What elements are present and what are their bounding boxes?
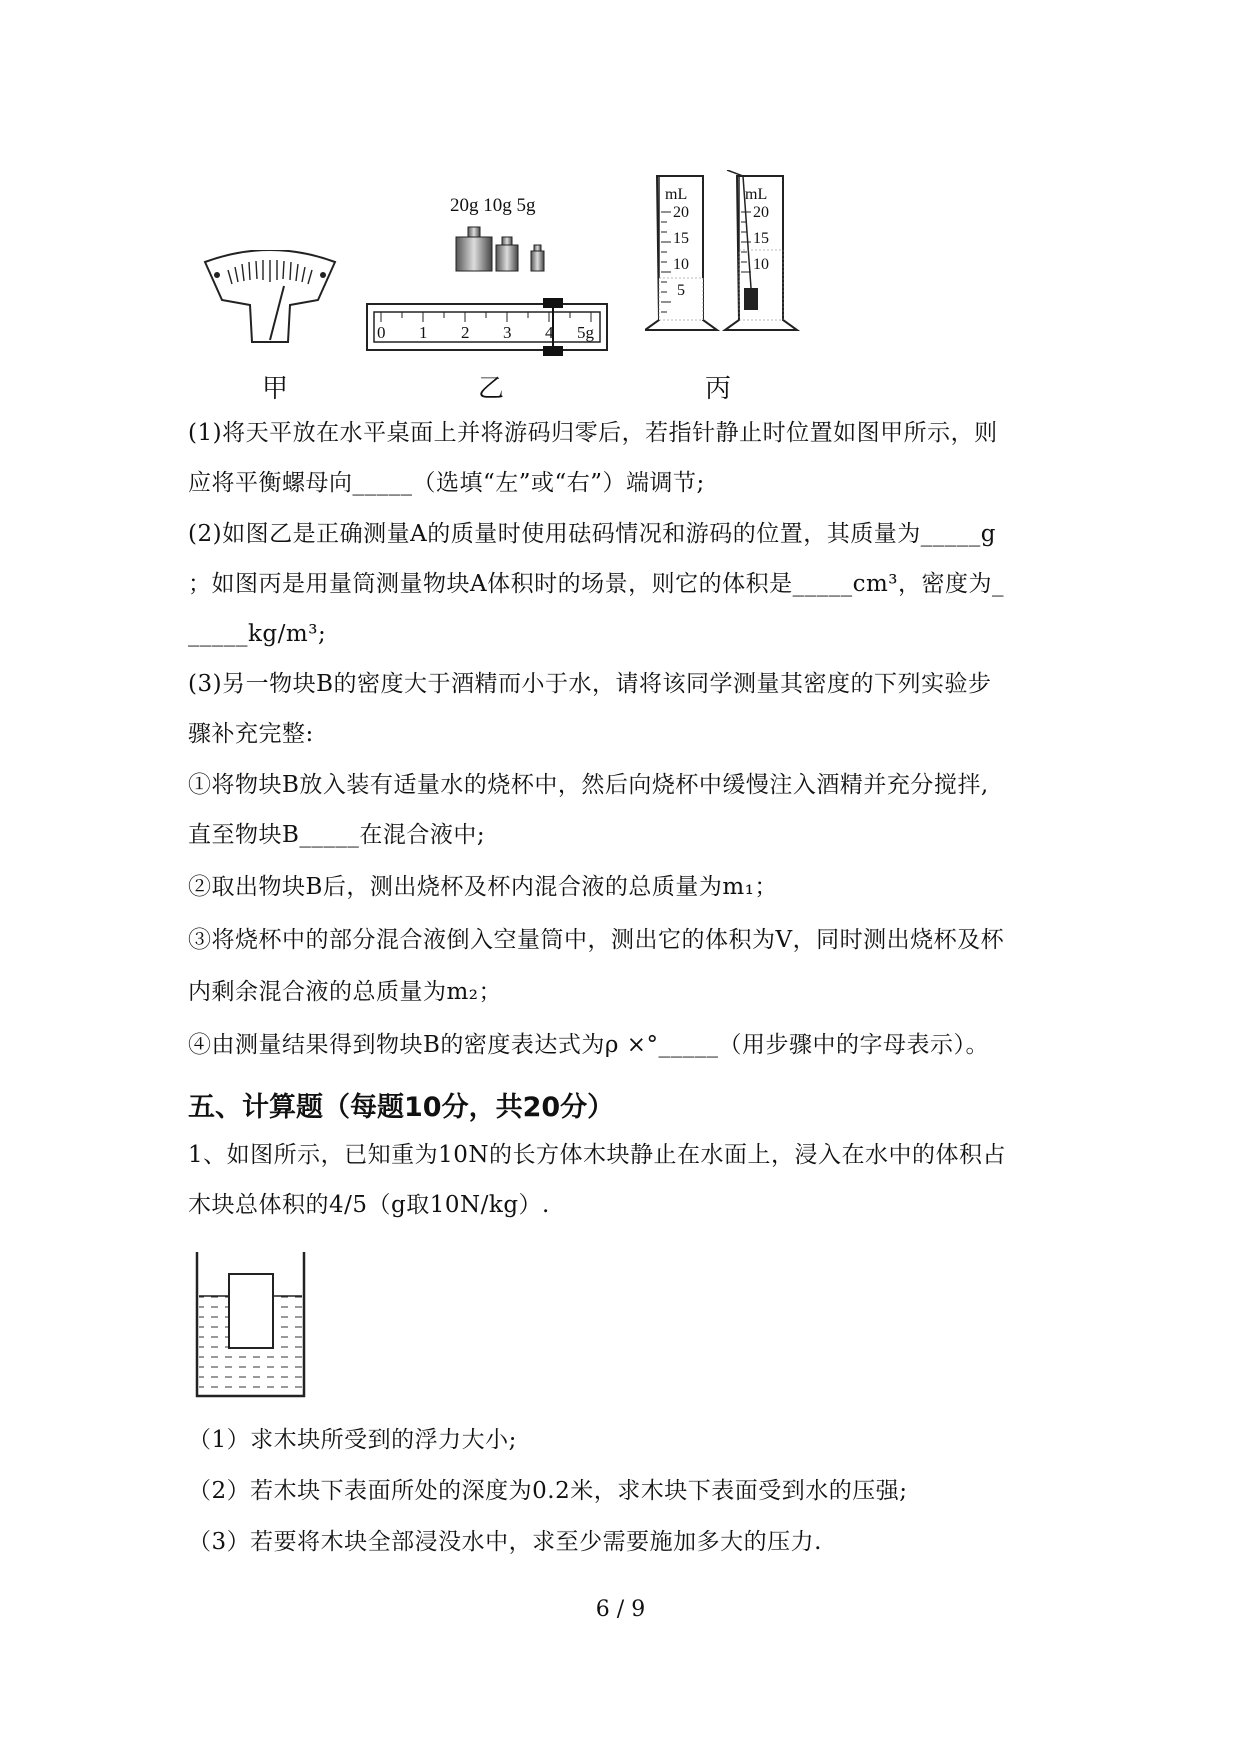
cylinder-right-tick-10: 10	[753, 256, 769, 273]
q5-1-line-1: 1、如图所示，已知重为10N的长方体木块静止在水面上，浸入在水中的体积占	[188, 1142, 1007, 1168]
q4-line-2: 应将平衡螺母向_____（选填“左”或“右”）端调节;	[188, 470, 705, 496]
cylinder-right-tick-20: 20	[753, 204, 769, 221]
cylinder-left-tick-20: 20	[673, 204, 689, 221]
q5-1-line-2: 木块总体积的4/5（g取10N/kg）.	[188, 1192, 550, 1218]
figure-label-jia: 甲	[262, 374, 289, 404]
sub-question-2: （2）若木块下表面所处的深度为0.2米，求木块下表面受到水的压强;	[188, 1478, 908, 1504]
q4-line-10: ②取出物块B后，测出烧杯及杯内混合液的总质量为m₁；	[188, 874, 778, 900]
figure-bing-cylinders	[645, 170, 805, 340]
q4-line-9: 直至物块B_____在混合液中;	[188, 822, 486, 848]
q4-line-7: 骤补充完整:	[188, 721, 314, 747]
q4-line-1: (1)将天平放在水平桌面上并将游码归零后，若指针静止时位置如图甲所示，则	[188, 420, 998, 446]
q4-line-3: (2)如图乙是正确测量A的质量时使用砝码情况和游码的位置，其质量为_____g	[188, 521, 996, 547]
figure-yi-slide-ruler	[365, 292, 610, 362]
figure-label-bing: 丙	[705, 374, 732, 404]
figure-beaker-block	[195, 1252, 310, 1400]
q4-line-5: _____kg/m³;	[188, 621, 327, 647]
ruler-tick-1: 1	[419, 323, 428, 342]
cylinder-left-tick-5: 5	[677, 282, 685, 299]
cylinder-left-tick-10: 10	[673, 256, 689, 273]
ruler-tick-5: 5g	[577, 323, 594, 342]
page-number: 6 / 9	[595, 1597, 646, 1622]
ruler-tick-4: 4	[545, 323, 554, 342]
cylinder-right-tick-15: 15	[753, 230, 769, 247]
q4-line-8: ①将物块B放入装有适量水的烧杯中，然后向烧杯中缓慢注入酒精并充分搅拌,	[188, 772, 989, 798]
figure-yi-weights	[450, 195, 610, 285]
beaker-block-icon	[195, 1252, 310, 1400]
q4-line-11: ③将烧杯中的部分混合液倒入空量筒中，测出它的体积为V，同时测出烧杯及杯	[188, 927, 1005, 953]
ruler-tick-0: 0	[377, 323, 386, 342]
cylinder-left-tick-15: 15	[673, 230, 689, 247]
q4-line-12: 内剩余混合液的总质量为m₂；	[188, 979, 503, 1005]
figure-jia-balance-dial	[200, 250, 340, 350]
ruler-tick-3: 3	[503, 323, 512, 342]
weights-icon	[450, 195, 610, 285]
cylinder-right-unit: mL	[745, 186, 768, 203]
sub-question-1: （1）求木块所受到的浮力大小;	[188, 1427, 517, 1453]
q4-line-4: ；如图丙是用量筒测量物块A体积时的场景，则它的体积是_____cm³，密度为_	[188, 571, 1005, 597]
q4-line-6: (3)另一物块B的密度大于酒精而小于水，请将该同学测量其密度的下列实验步	[188, 671, 992, 697]
ruler-tick-2: 2	[461, 323, 470, 342]
q4-line-13: ④由测量结果得到物块B的密度表达式为ρ ×°_____（用步骤中的字母表示）。	[188, 1032, 990, 1058]
slide-ruler-icon	[365, 292, 610, 362]
sub-question-3: （3）若要将木块全部浸没水中，求至少需要施加多大的压力.	[188, 1529, 822, 1555]
cylinder-left-unit: mL	[665, 186, 688, 203]
section-heading: 五、计算题（每题10分，共20分）	[188, 1092, 615, 1123]
figure-label-yi: 乙	[478, 374, 505, 404]
weights-caption: 20g 10g 5g	[450, 195, 536, 216]
balance-dial-icon	[200, 250, 340, 350]
